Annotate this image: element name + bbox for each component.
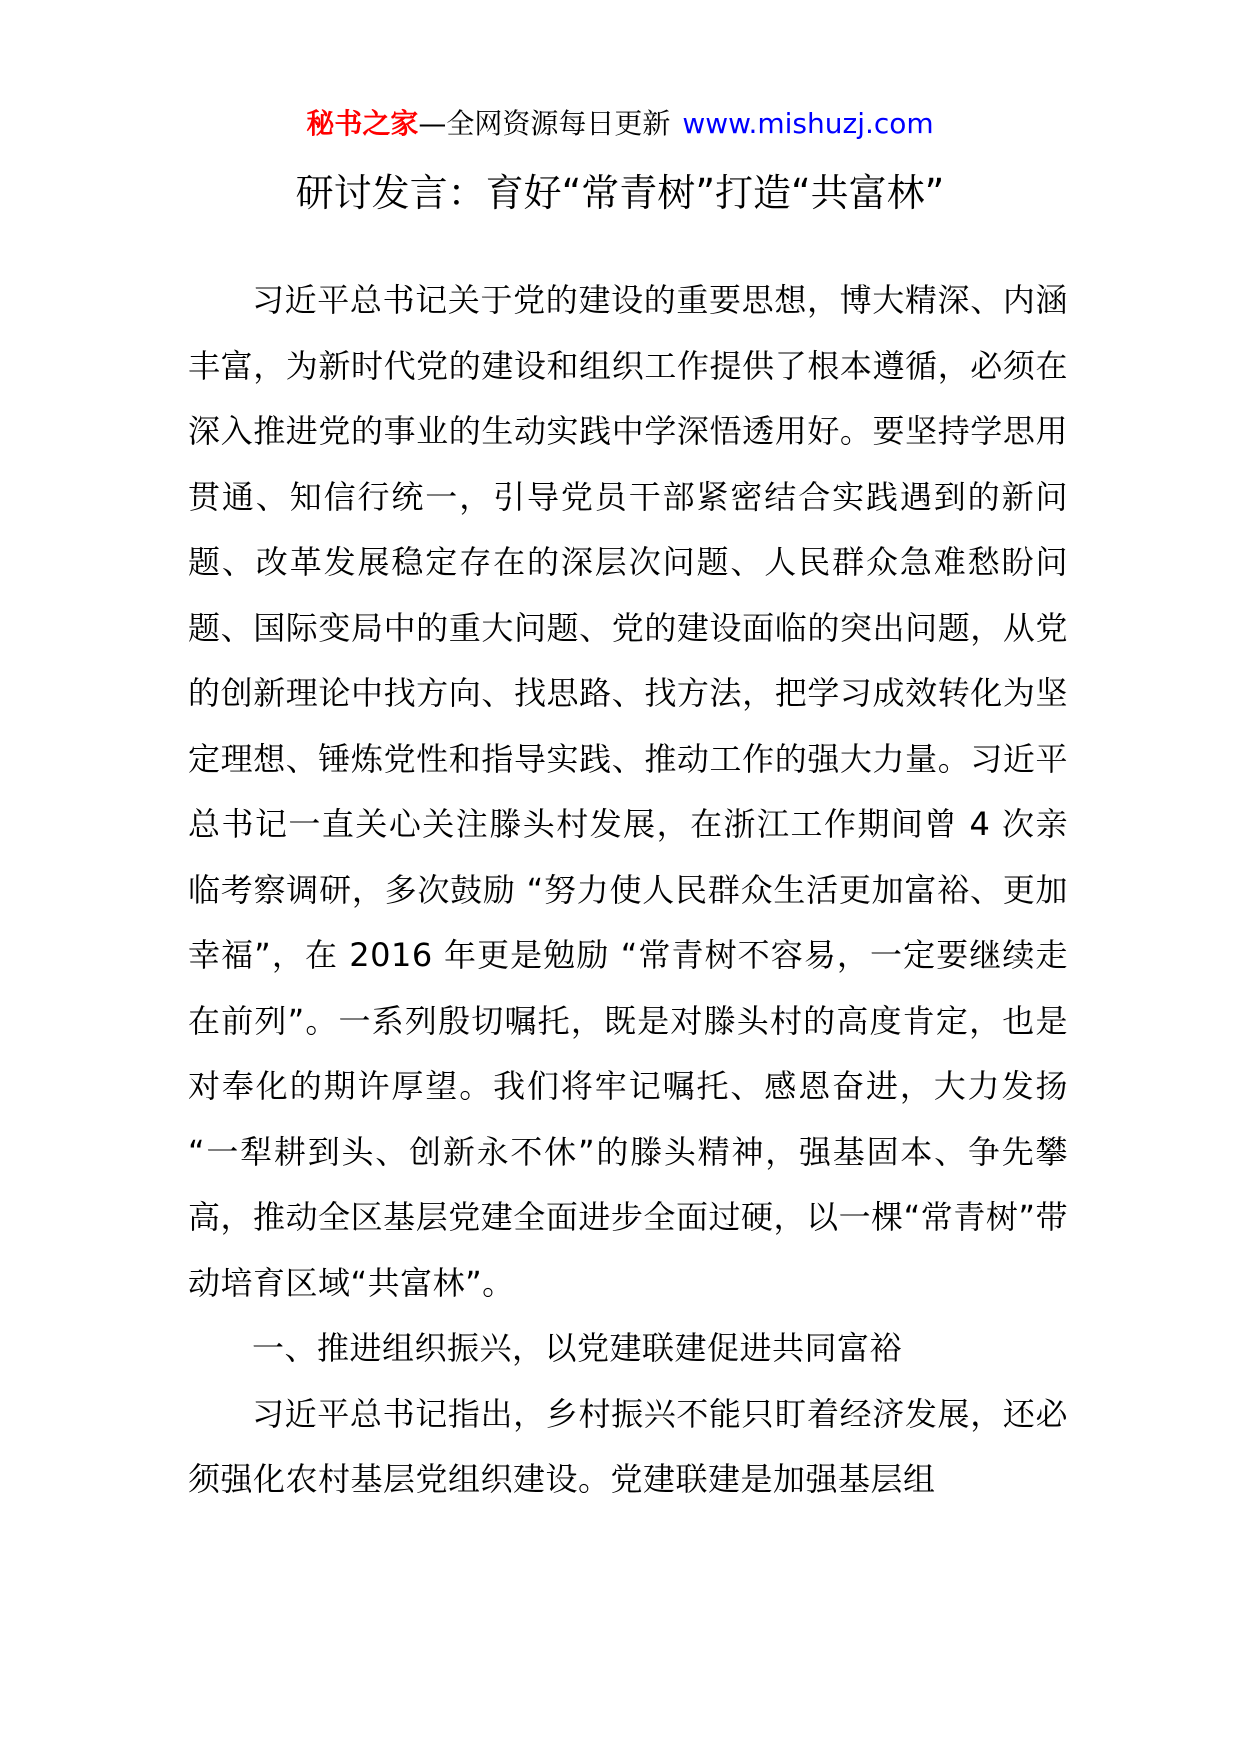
body-paragraph: 习近平总书记指出，乡村振兴不能只盯着经济发展，还必须强化农村基层党组织建设。党建联建是加强基层组 — [188, 1394, 1068, 1498]
site-header — [0, 104, 1240, 144]
site-url-link[interactable]: www.mishuzj.com — [682, 107, 934, 140]
site-tagline: —全网资源每日更新 — [418, 107, 671, 140]
section-heading: 一、推进组织振兴，以党建联建促进共同富裕 — [252, 1329, 903, 1367]
body-paragraph: 习近平总书记关于党的建设的重要思想，博大精深、内涵丰富，为新时代党的建设和组织工作提供了根本遵循，必须在深入推进党的事业的生动实践中学深悟透用好。要坚持学思用贯通、知信行统一，引导党员干部紧密结合实践遇到的新问题、改革发展稳定存在的深层次问题、人民群众急难愁盼问题、国际变局中的重大问题、党的建设面临的突出问题，从党的创新理论中找方向、找思路、找方法，把学习成效转化为坚定理想、锤炼党性和指导实践、推动工作的强大力量。习近平总书记一直关心关注滕头村发展，在浙江工作期间曾 4 次亲临考察调研，多次鼓励 “努力使人民群众生活更加富裕、更加幸福”，在 2016 年更是勉励 “常青树不容易，一定要继续走在前列”。一系列殷切嘱托，既是对滕头村的高度肯定，也是对奉化的期许厚望。我们将牢记嘱托、感恩奋进，大力发扬 “一犁耕到头、创新永不休”的滕头精神，强基固本、争先攀高，推动全区基层党建全面进步全面过硬，以一棵“常青树”带动培育区域“共富林”。 — [188, 281, 1068, 1302]
document-body — [188, 268, 1068, 1513]
document-title: 研讨发言：育好“常青树”打造“共富林” — [295, 171, 945, 215]
site-name: 秘书之家 — [306, 107, 419, 140]
